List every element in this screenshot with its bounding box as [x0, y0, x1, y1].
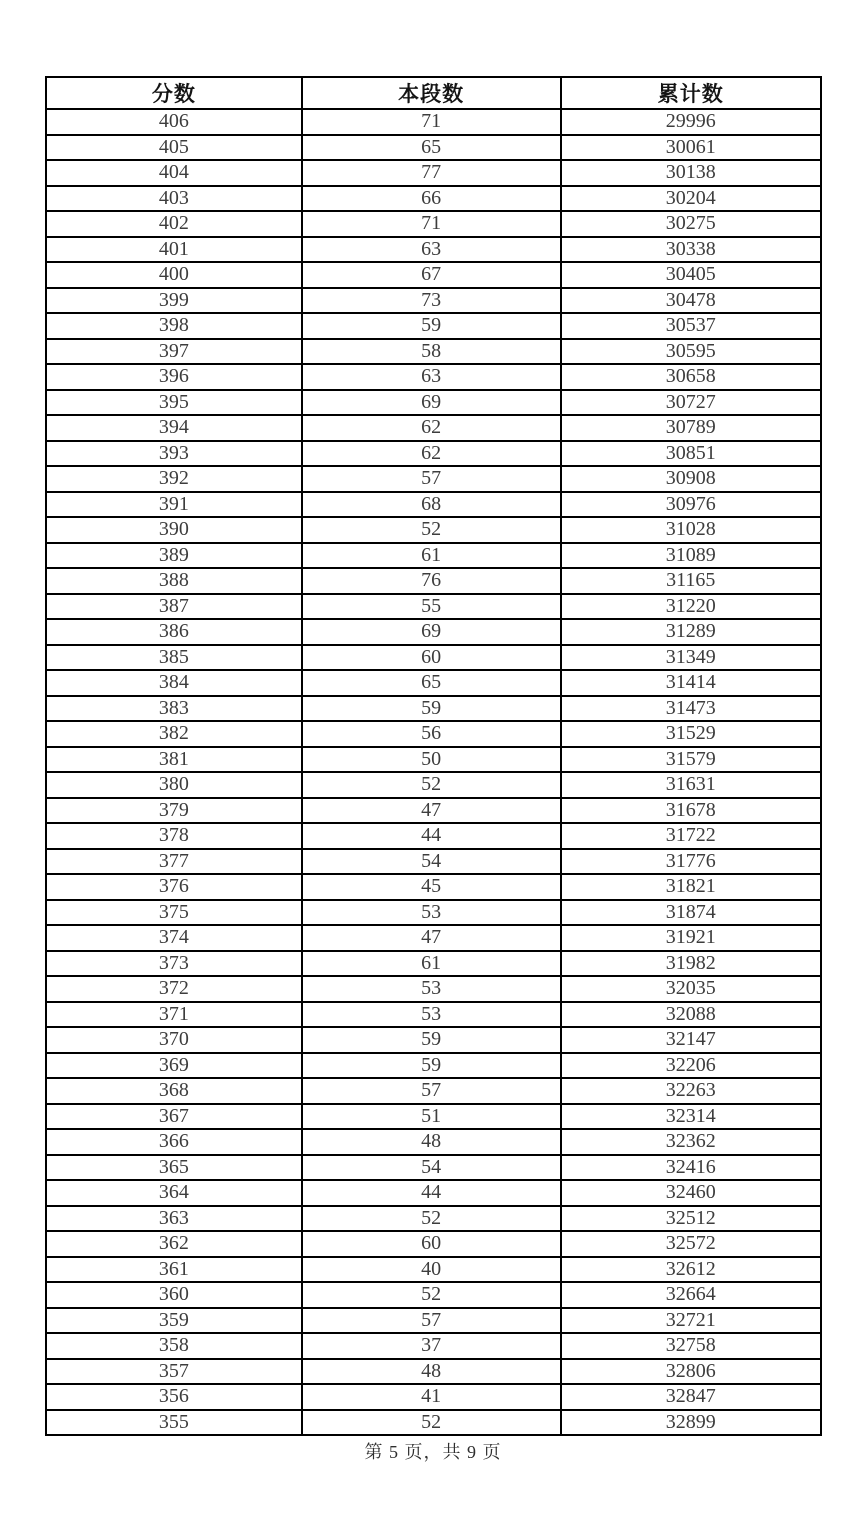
table-row: [46, 747, 821, 773]
segment-count-cell: 53: [302, 976, 561, 1002]
score-cell: 390: [46, 517, 302, 543]
cumulative-count-cell: 30851: [561, 441, 821, 467]
segment-count-cell: 41: [302, 1384, 561, 1410]
table-header: [46, 77, 821, 109]
segment-count-cell: 62: [302, 415, 561, 441]
table-row: [46, 1002, 821, 1028]
segment-count-cell: 63: [302, 237, 561, 263]
cumulative-count-cell: 31349: [561, 645, 821, 671]
score-cell: 391: [46, 492, 302, 518]
score-column-header: 分数: [46, 77, 302, 109]
score-cell: 401: [46, 237, 302, 263]
segment-count-cell: 47: [302, 798, 561, 824]
cumulative-count-column-header: 累计数: [561, 77, 821, 109]
segment-count-cell: 45: [302, 874, 561, 900]
cumulative-count-cell: 31579: [561, 747, 821, 773]
table-row: [46, 517, 821, 543]
score-cell: 395: [46, 390, 302, 416]
segment-count-cell: 67: [302, 262, 561, 288]
cumulative-count-cell: 30976: [561, 492, 821, 518]
table-row: [46, 951, 821, 977]
segment-count-cell: 60: [302, 1231, 561, 1257]
segment-count-cell: 71: [302, 211, 561, 237]
score-cell: 371: [46, 1002, 302, 1028]
score-cell: 378: [46, 823, 302, 849]
segment-count-cell: 69: [302, 390, 561, 416]
cumulative-count-cell: 30405: [561, 262, 821, 288]
score-cell: 370: [46, 1027, 302, 1053]
table-row: [46, 568, 821, 594]
segment-count-cell: 56: [302, 721, 561, 747]
table-row: [46, 721, 821, 747]
cumulative-count-cell: 31631: [561, 772, 821, 798]
score-cell: 368: [46, 1078, 302, 1104]
table-row: [46, 390, 821, 416]
cumulative-count-cell: 32899: [561, 1410, 821, 1436]
cumulative-count-cell: 30204: [561, 186, 821, 212]
segment-count-cell: 59: [302, 1027, 561, 1053]
table-row: [46, 1333, 821, 1359]
score-cell: 366: [46, 1129, 302, 1155]
table-row: [46, 900, 821, 926]
table-row: [46, 415, 821, 441]
cumulative-count-cell: 30478: [561, 288, 821, 314]
score-cell: 375: [46, 900, 302, 926]
score-cell: 385: [46, 645, 302, 671]
cumulative-count-cell: 32206: [561, 1053, 821, 1079]
table-row: [46, 1359, 821, 1385]
segment-count-cell: 47: [302, 925, 561, 951]
cumulative-count-cell: 30789: [561, 415, 821, 441]
table-row: [46, 798, 821, 824]
table-row: [46, 1308, 821, 1334]
segment-count-cell: 58: [302, 339, 561, 365]
cumulative-count-cell: 32612: [561, 1257, 821, 1283]
cumulative-count-cell: 31529: [561, 721, 821, 747]
score-cell: 404: [46, 160, 302, 186]
score-cell: 364: [46, 1180, 302, 1206]
score-cell: 392: [46, 466, 302, 492]
table-row: [46, 1155, 821, 1181]
table-row: [46, 1129, 821, 1155]
score-cell: 355: [46, 1410, 302, 1436]
table-row: [46, 262, 821, 288]
segment-count-cell: 48: [302, 1129, 561, 1155]
cumulative-count-cell: 31165: [561, 568, 821, 594]
table-row: [46, 670, 821, 696]
cumulative-count-cell: 32314: [561, 1104, 821, 1130]
score-cell: 360: [46, 1282, 302, 1308]
score-cell: 400: [46, 262, 302, 288]
segment-count-cell: 52: [302, 1282, 561, 1308]
cumulative-count-cell: 32263: [561, 1078, 821, 1104]
score-table-body: [46, 109, 821, 1435]
segment-count-cell: 59: [302, 313, 561, 339]
cumulative-count-cell: 31220: [561, 594, 821, 620]
table-row: [46, 594, 821, 620]
cumulative-count-cell: 30908: [561, 466, 821, 492]
segment-count-cell: 71: [302, 109, 561, 135]
cumulative-count-cell: 31982: [561, 951, 821, 977]
score-cell: 389: [46, 543, 302, 569]
segment-count-cell: 37: [302, 1333, 561, 1359]
cumulative-count-cell: 31921: [561, 925, 821, 951]
table-row: [46, 211, 821, 237]
table-row: [46, 109, 821, 135]
table-row: [46, 874, 821, 900]
table-row: [46, 696, 821, 722]
cumulative-count-cell: 31028: [561, 517, 821, 543]
cumulative-count-cell: 32572: [561, 1231, 821, 1257]
segment-count-cell: 55: [302, 594, 561, 620]
segment-count-cell: 57: [302, 1078, 561, 1104]
table-row: [46, 1231, 821, 1257]
cumulative-count-cell: 31414: [561, 670, 821, 696]
segment-count-cell: 52: [302, 1206, 561, 1232]
segment-count-cell: 57: [302, 1308, 561, 1334]
score-cell: 382: [46, 721, 302, 747]
table-row: [46, 849, 821, 875]
score-cell: 386: [46, 619, 302, 645]
segment-count-cell: 48: [302, 1359, 561, 1385]
score-cell: 406: [46, 109, 302, 135]
segment-count-column-header: 本段数: [302, 77, 561, 109]
cumulative-count-cell: 31289: [561, 619, 821, 645]
table-row: [46, 1257, 821, 1283]
cumulative-count-cell: 31678: [561, 798, 821, 824]
cumulative-count-cell: 31776: [561, 849, 821, 875]
score-cell: 405: [46, 135, 302, 161]
segment-count-cell: 52: [302, 517, 561, 543]
table-row: [46, 1206, 821, 1232]
score-cell: 397: [46, 339, 302, 365]
cumulative-count-cell: 32758: [561, 1333, 821, 1359]
score-cell: 396: [46, 364, 302, 390]
score-cell: 380: [46, 772, 302, 798]
table-row: [46, 288, 821, 314]
score-cell: 398: [46, 313, 302, 339]
cumulative-count-cell: 32847: [561, 1384, 821, 1410]
cumulative-count-cell: 32416: [561, 1155, 821, 1181]
score-cell: 357: [46, 1359, 302, 1385]
score-cell: 379: [46, 798, 302, 824]
table-row: [46, 1104, 821, 1130]
score-cell: 373: [46, 951, 302, 977]
score-cell: 365: [46, 1155, 302, 1181]
segment-count-cell: 57: [302, 466, 561, 492]
score-cell: 363: [46, 1206, 302, 1232]
score-cell: 377: [46, 849, 302, 875]
table-row: [46, 339, 821, 365]
table-row: [46, 1282, 821, 1308]
segment-count-cell: 40: [302, 1257, 561, 1283]
segment-count-cell: 62: [302, 441, 561, 467]
table-row: [46, 1053, 821, 1079]
header-row: [46, 77, 821, 109]
table-row: [46, 1180, 821, 1206]
segment-count-cell: 54: [302, 1155, 561, 1181]
score-cell: 369: [46, 1053, 302, 1079]
table-row: [46, 976, 821, 1002]
segment-count-cell: 59: [302, 1053, 561, 1079]
segment-count-cell: 66: [302, 186, 561, 212]
page-indicator: 第 5 页，共 9 页: [364, 1442, 502, 1462]
table-row: [46, 466, 821, 492]
cumulative-count-cell: 32664: [561, 1282, 821, 1308]
score-cell: 387: [46, 594, 302, 620]
table-row: [46, 441, 821, 467]
segment-count-cell: 44: [302, 1180, 561, 1206]
cumulative-count-cell: 30275: [561, 211, 821, 237]
table-row: [46, 237, 821, 263]
table-row: [46, 492, 821, 518]
score-cell: 372: [46, 976, 302, 1002]
cumulative-count-cell: 31874: [561, 900, 821, 926]
table-row: [46, 135, 821, 161]
segment-count-cell: 53: [302, 1002, 561, 1028]
segment-count-cell: 52: [302, 1410, 561, 1436]
cumulative-count-cell: 31821: [561, 874, 821, 900]
cumulative-count-cell: 32088: [561, 1002, 821, 1028]
table-row: [46, 313, 821, 339]
table-row: [46, 1410, 821, 1436]
score-cell: 403: [46, 186, 302, 212]
cumulative-count-cell: 31473: [561, 696, 821, 722]
table-row: [46, 543, 821, 569]
table-row: [46, 186, 821, 212]
score-cell: 388: [46, 568, 302, 594]
score-cell: 358: [46, 1333, 302, 1359]
score-cell: 367: [46, 1104, 302, 1130]
cumulative-count-cell: 29996: [561, 109, 821, 135]
segment-count-cell: 52: [302, 772, 561, 798]
segment-count-cell: 63: [302, 364, 561, 390]
cumulative-count-cell: 32806: [561, 1359, 821, 1385]
cumulative-count-cell: 30658: [561, 364, 821, 390]
segment-count-cell: 65: [302, 135, 561, 161]
score-cell: 383: [46, 696, 302, 722]
cumulative-count-cell: 32147: [561, 1027, 821, 1053]
segment-count-cell: 77: [302, 160, 561, 186]
segment-count-cell: 51: [302, 1104, 561, 1130]
cumulative-count-cell: 32512: [561, 1206, 821, 1232]
cumulative-count-cell: 30138: [561, 160, 821, 186]
table-row: [46, 823, 821, 849]
cumulative-count-cell: 30537: [561, 313, 821, 339]
table-row: [46, 160, 821, 186]
segment-count-cell: 53: [302, 900, 561, 926]
segment-count-cell: 61: [302, 543, 561, 569]
table-row: [46, 1384, 821, 1410]
segment-count-cell: 59: [302, 696, 561, 722]
cumulative-count-cell: 32460: [561, 1180, 821, 1206]
score-distribution-table: [45, 76, 822, 1436]
table-row: [46, 1027, 821, 1053]
cumulative-count-cell: 30595: [561, 339, 821, 365]
table-row: [46, 925, 821, 951]
segment-count-cell: 73: [302, 288, 561, 314]
score-cell: 374: [46, 925, 302, 951]
segment-count-cell: 44: [302, 823, 561, 849]
table-row: [46, 619, 821, 645]
segment-count-cell: 61: [302, 951, 561, 977]
table-row: [46, 1078, 821, 1104]
cumulative-count-cell: 31089: [561, 543, 821, 569]
score-cell: 393: [46, 441, 302, 467]
score-cell: 376: [46, 874, 302, 900]
cumulative-count-cell: 32035: [561, 976, 821, 1002]
score-cell: 359: [46, 1308, 302, 1334]
score-cell: 361: [46, 1257, 302, 1283]
cumulative-count-cell: 31722: [561, 823, 821, 849]
segment-count-cell: 60: [302, 645, 561, 671]
table-row: [46, 772, 821, 798]
table-row: [46, 645, 821, 671]
cumulative-count-cell: 30061: [561, 135, 821, 161]
segment-count-cell: 65: [302, 670, 561, 696]
segment-count-cell: 76: [302, 568, 561, 594]
table-row: [46, 364, 821, 390]
score-cell: 381: [46, 747, 302, 773]
cumulative-count-cell: 30727: [561, 390, 821, 416]
score-cell: 402: [46, 211, 302, 237]
cumulative-count-cell: 30338: [561, 237, 821, 263]
cumulative-count-cell: 32362: [561, 1129, 821, 1155]
cumulative-count-cell: 32721: [561, 1308, 821, 1334]
score-cell: 384: [46, 670, 302, 696]
segment-count-cell: 68: [302, 492, 561, 518]
segment-count-cell: 54: [302, 849, 561, 875]
segment-count-cell: 50: [302, 747, 561, 773]
score-cell: 399: [46, 288, 302, 314]
score-cell: 394: [46, 415, 302, 441]
score-cell: 362: [46, 1231, 302, 1257]
score-cell: 356: [46, 1384, 302, 1410]
segment-count-cell: 69: [302, 619, 561, 645]
